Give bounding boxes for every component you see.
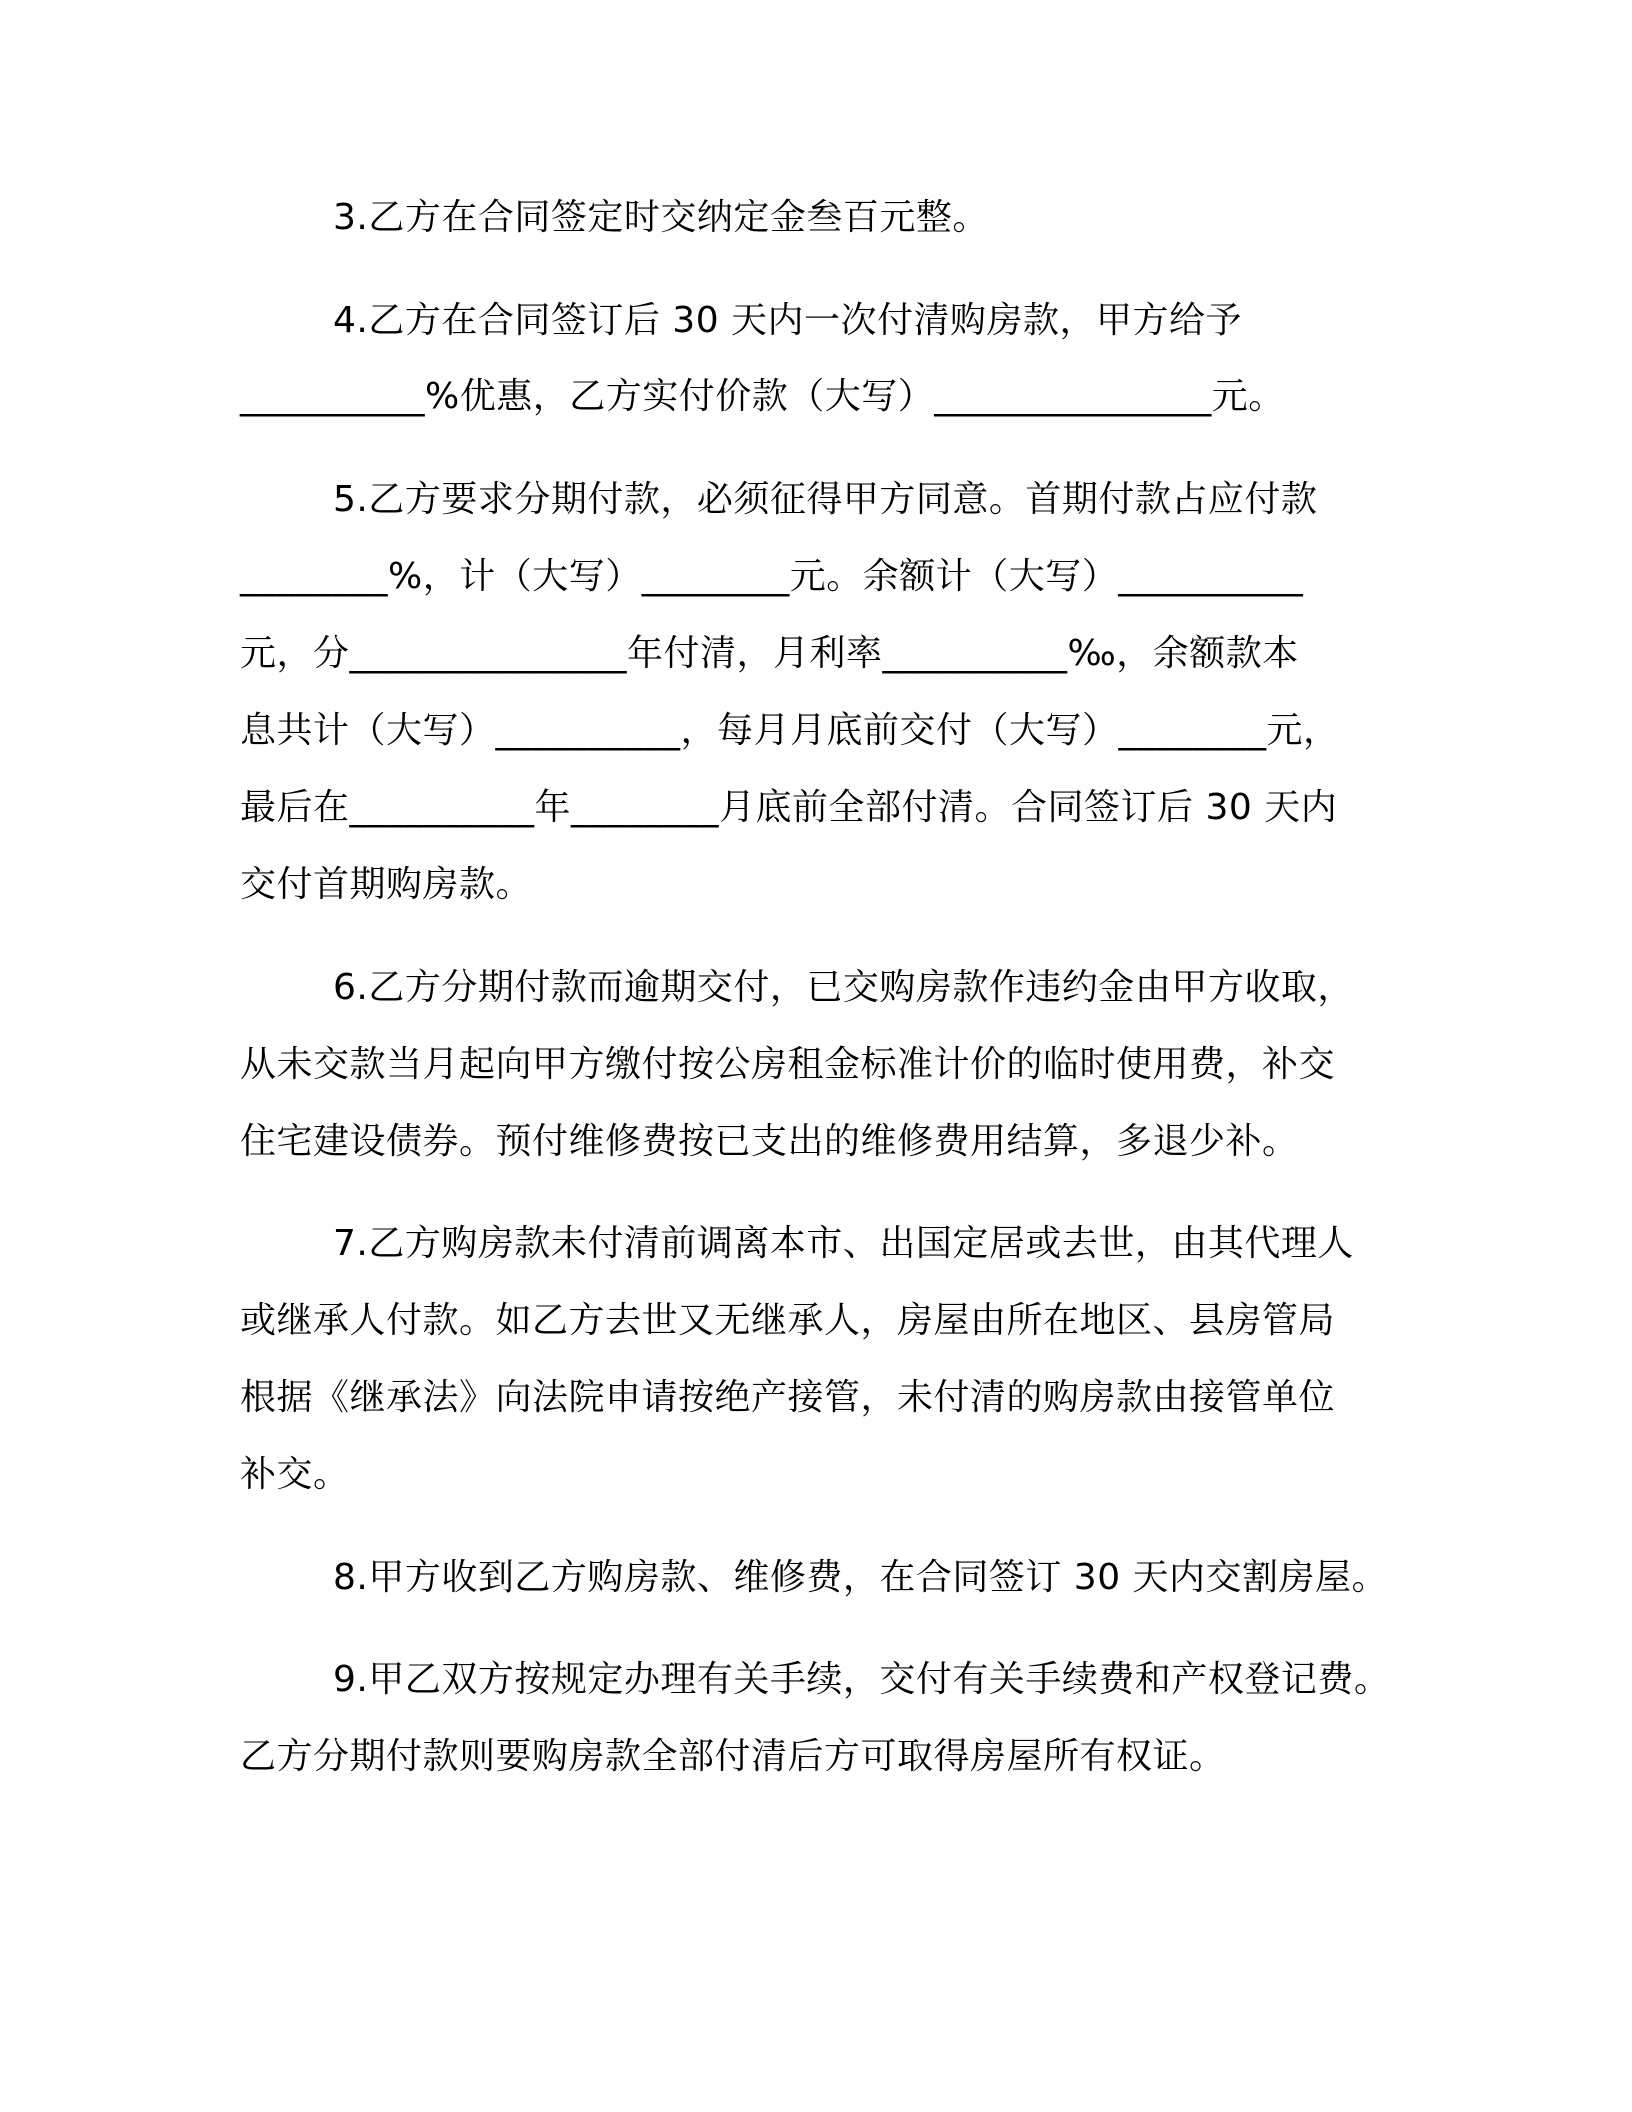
clause-5-line-6: 交付首期购房款。 xyxy=(240,864,533,905)
clause-5-line-5: 最后在__________年________月底前全部付清。合同签订后 30 天内 xyxy=(240,787,1338,828)
clause-9-line-2: 乙方分期付款则要购房款全部付清后方可取得房屋所有权证。 xyxy=(240,1736,1226,1777)
clause-6-line-3: 住宅建设债券。预付维修费按已支出的维修费用结算，多退少补。 xyxy=(240,1121,1299,1162)
clause-5-line-1: 5.乙方要求分期付款，必须征得甲方同意。首期付款占应付款 xyxy=(333,479,1318,520)
clause-3-line-1: 3.乙方在合同签定时交纳定金叁百元整。 xyxy=(333,197,989,238)
clause-6-line-1: 6.乙方分期付款而逾期交付，已交购房款作违约金由甲方收取， xyxy=(333,967,1354,1008)
clause-5-line-3: 元，分_______________年付清，月利率__________‰，余额款本 xyxy=(240,633,1299,674)
clause-8-line-1: 8.甲方收到乙方购房款、维修费，在合同签订 30 天内交割房屋。 xyxy=(333,1557,1389,1598)
clause-4-line-1: 4.乙方在合同签订后 30 天内一次付清购房款，甲方给予 xyxy=(333,300,1243,341)
clause-5-line-2: ________%，计（大写）________元。余额计（大写）__________ xyxy=(240,556,1304,597)
clause-6-line-2: 从未交款当月起向甲方缴付按公房租金标准计价的临时使用费，补交 xyxy=(240,1044,1336,1085)
clause-4-line-2: __________%优惠，乙方实付价款（大写）_______________元。 xyxy=(240,376,1285,417)
clause-7-line-2: 或继承人付款。如乙方去世又无继承人，房屋由所在地区、县房管局 xyxy=(240,1300,1336,1341)
clause-7-line-3: 根据《继承法》向法院申请按绝产接管，未付清的购房款由接管单位 xyxy=(240,1377,1336,1418)
clause-7-line-1: 7.乙方购房款未付清前调离本市、出国定居或去世，由其代理人 xyxy=(333,1223,1354,1264)
clause-7-line-4: 补交。 xyxy=(240,1454,350,1495)
clause-9-line-1: 9.甲乙双方按规定办理有关手续，交付有关手续费和产权登记费。 xyxy=(333,1659,1391,1700)
clause-5-line-4: 息共计（大写）__________，每月月底前交付（大写）________元， xyxy=(240,710,1340,751)
